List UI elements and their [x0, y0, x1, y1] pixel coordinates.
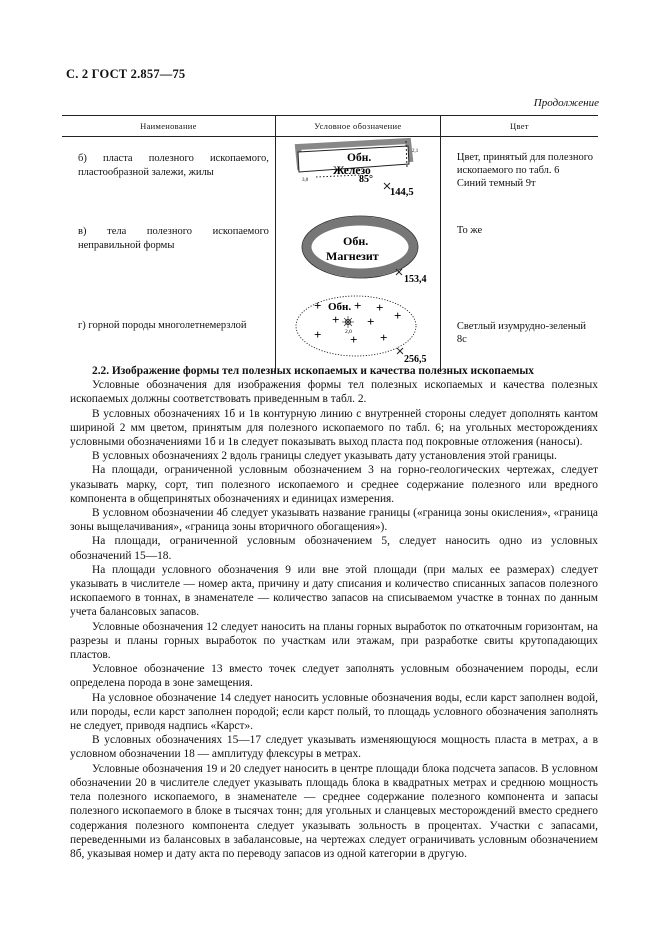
paragraph: В условных обозначениях 2 вдоль границы следует указывать дату установления этой границы.: [92, 450, 557, 463]
seam-label-1: Обн.: [346, 152, 372, 164]
paragraph: Условные обозначения 19 и 20 следует наносить в центре площади блока подсчета запасов. В условном обозначении 20 в числителе следует указывать площадь блока в квадратных метрах и среднюю мощность тела полезного ископаемого, в знаменателе — среднее содержание полезного компонента и запасы полезного ископаемого в блоке в тысячах тонн; для угольных и сланцевых месторождений вместо среднего содержания полезного компонента следует указывать зольность в процентах. Участки с запасами, переведенными из балансовых в забалансовые, на чертежах следует ограничивать условным обозначением 8б, указывая номер и дату акта по переводу запасов из одной категории в другую.: [70, 762, 598, 860]
seam-label-2: Железо: [332, 165, 371, 177]
plus-sign: +: [379, 330, 388, 345]
body-value: 153,4: [403, 274, 427, 285]
color-cell: [440, 214, 598, 293]
rock-small-value: 2,0: [344, 329, 352, 335]
page-header: С. 2 ГОСТ 2.857—75: [66, 67, 186, 81]
plus-sign: +: [393, 308, 402, 323]
header-symbol: Условное обозначение: [275, 116, 440, 137]
name-cell: [62, 137, 275, 215]
header-name: Наименование: [62, 116, 275, 137]
plus-sign: +: [366, 314, 375, 329]
table-row: [62, 214, 598, 293]
name-cell: [62, 293, 275, 372]
seam-value: 144,5: [389, 187, 414, 198]
section-body: [70, 364, 598, 861]
symbol-cell: [275, 293, 440, 372]
paragraph: На площади условного обозначения 9 или вне этой площади (при малых ее размерах) следует указывать в числителе — номер акта, причину и дату списания и количество списанных запасов полезного ископаемого в тоннах, в знаменателе — количество запасов на списываемом участке в тоннах по данным учета балансовых запасов.: [70, 563, 598, 619]
plus-sign: +: [331, 312, 340, 327]
plus-sign: +: [313, 298, 322, 313]
color-cell: [440, 137, 598, 215]
paragraph: На площади, ограниченной условным обозначением 5, следует наносить одно из условных обозначений 15—18.: [70, 535, 598, 562]
rock-label: Обн.: [327, 301, 352, 313]
body-label-2: Магнезит: [325, 249, 379, 263]
row-color-text: Цвет, принятый для полезного ископаемого по табл. 6: [456, 152, 593, 176]
symbols-table: [62, 115, 598, 372]
paragraph: На площади, ограниченной условным обозначением 3 на горно-геологических чертежах, следует указывать марку, сорт, тип полезного ископаемого и среднее содержание полезного или вредного компонента в общепринятых обозначениях и единицах измерения.: [70, 464, 598, 505]
header-color: Цвет: [440, 116, 598, 137]
color-cell: [440, 293, 598, 372]
seam-small-top: 2,1: [411, 149, 419, 154]
paragraph: В условных обозначениях 1б и 1в контурную линию с внутренней стороны следует дополнять кантом шириной 2 мм цветом, принятым для полезного ископаемого по табл. 6; на угольных месторождениях условными обозначениями 1б и 1в следует показывать выход пласта под покровные отложения (наносы).: [70, 407, 598, 449]
row-name-text: в) тела полезного ископаемого неправильной формы: [78, 226, 269, 251]
row-name-text: б) пласта полезного ископаемого, пластообразной залежи, жилы: [78, 153, 269, 178]
paragraph: В условных обозначениях 15—17 следует указывать изменяющуюся мощность пласта в метрах, а в условном обозначении 18 — амплитуду флексуры в метрах.: [70, 734, 598, 761]
symbol-cell: [275, 214, 440, 293]
table-row: [62, 293, 598, 372]
row-color-text: То же: [456, 225, 483, 236]
name-cell: [62, 214, 275, 293]
plus-sign: +: [349, 332, 358, 347]
irregular-body-symbol: [276, 214, 440, 290]
table-header-row: [62, 116, 598, 137]
seam-angle: 85°: [358, 174, 373, 185]
table-row: [62, 137, 598, 215]
paragraph: В условном обозначении 4б следует указывать название границы («граница зоны окисления», «граница зоны выщелачивания», «граница зоны вторичного обогащения»).: [70, 507, 598, 534]
plus-sign: +: [353, 298, 362, 313]
seam-small-left: 3,0: [301, 178, 309, 183]
plus-sign: +: [313, 327, 322, 342]
row-name-text: г) горной породы многолетнемерзлой: [78, 320, 247, 331]
permafrost-symbol: [276, 293, 440, 369]
paragraph: Условное обозначение 13 вместо точек следует заполнять условным обозначением породы, если определена порода в зоне замещения.: [70, 663, 598, 690]
symbol-cell: [275, 137, 440, 215]
seam-symbol: [276, 137, 440, 211]
paragraph: Условные обозначения для изображения формы тел полезных ископаемых и качества полезных ископаемых должны соответствовать приведенным в табл. 2.: [70, 379, 598, 406]
row-color-text: Светлый изумрудно-зеленый 8с: [456, 321, 587, 345]
continuation-label: Продолжение: [533, 97, 599, 109]
plus-sign: +: [375, 300, 384, 315]
row-color-text: Синий темный 9т: [456, 178, 536, 189]
body-label-1: Обн.: [342, 234, 369, 248]
paragraph: На условное обозначение 14 следует наносить условные обозначения воды, если карст заполнен водой, или породы, если карст заполнен породой; если карст полый, то площадь условного обозначения заполнять не следует, приводя надпись «Карст».: [70, 691, 598, 733]
paragraph: Условные обозначения 12 следует наносить на планы горных выработок по откаточным горизонтам, на разрезы и планы горных выработок по участкам или этажам, при разработке свиты крутопадающих пластов.: [70, 620, 598, 662]
rock-value: 256,5: [403, 354, 427, 365]
section-heading: 2.2. Изображение формы тел полезных ископаемых и качества полезных ископаемых: [92, 365, 534, 377]
